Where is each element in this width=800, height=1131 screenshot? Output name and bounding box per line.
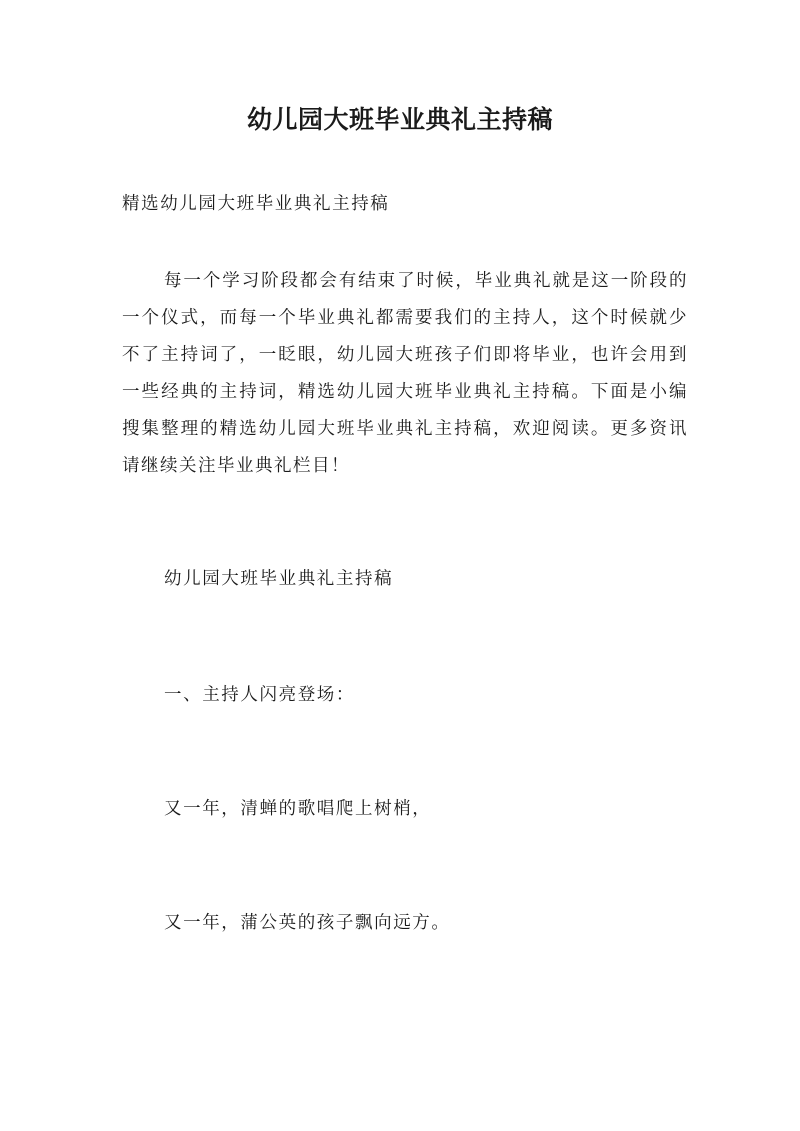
- intro-paragraph: 每一个学习阶段都会有结束了时候，毕业典礼就是这一阶段的一个仪式，而每一个毕业典礼都需要我们的主持人，这个时候就少不了主持词了，一眨眼，幼儿园大班孩子们即将毕业，也许会用到一些经典的主持词，精选幼儿园大班毕业典礼主持稿。下面是小编搜集整理的精选幼儿园大班毕业典礼主持稿，欢迎阅读。更多资讯请继续关注毕业典礼栏目！: [122, 271, 688, 476]
- section-item-heading: 一、主持人闪亮登场：: [164, 685, 355, 705]
- script-line: 又一年，蒲公英的孩子飘向远方。: [164, 913, 451, 933]
- script-line: 又一年，清蝉的歌唱爬上树梢，: [164, 799, 432, 819]
- document-subtitle: 精选幼儿园大班毕业典礼主持稿: [122, 194, 390, 214]
- section-heading: 幼儿园大班毕业典礼主持稿: [164, 569, 394, 589]
- document-title: 幼儿园大班毕业典礼主持稿: [246, 105, 553, 134]
